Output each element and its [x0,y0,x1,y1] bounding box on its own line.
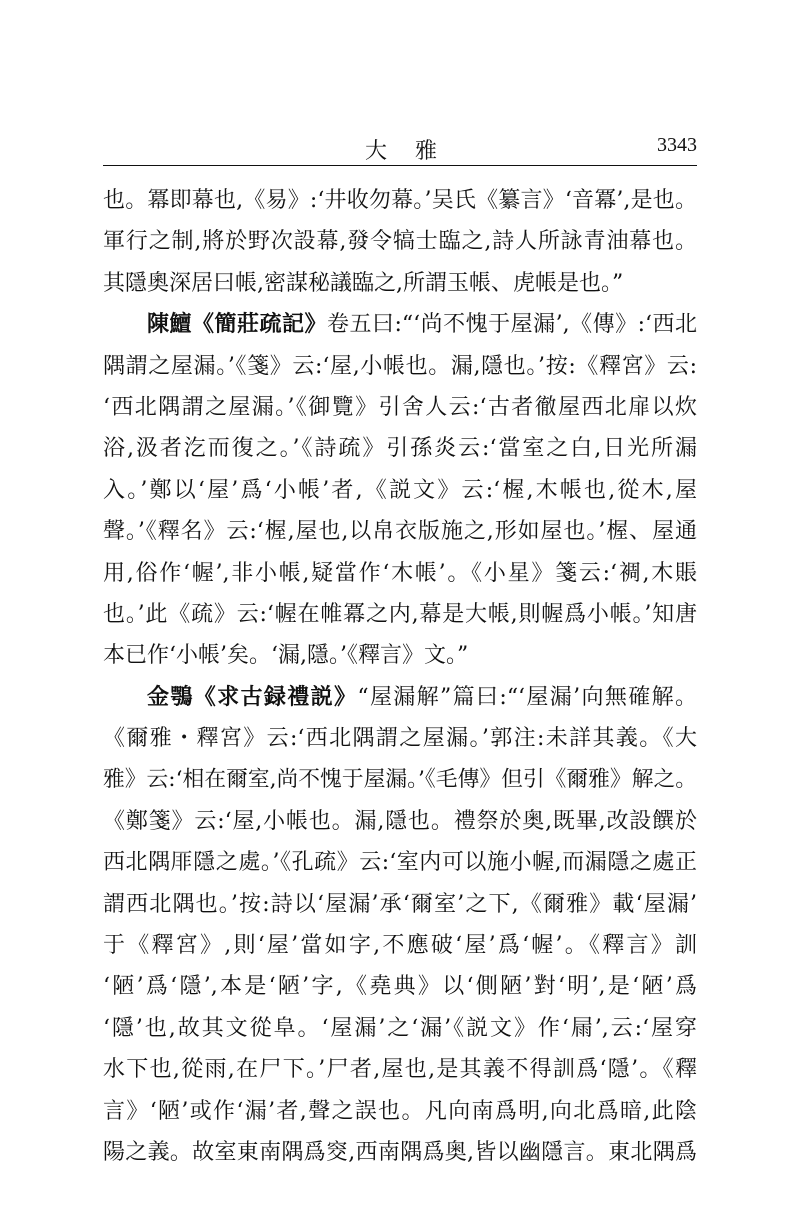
text-line: 聲。’《釋名》云:‘楃,屋也,以帛衣版施之,形如屋也。’楃、屋通 [103,519,697,545]
text-line: 入。’鄭以‘屋’爲‘小帳’者,《説文》云:‘楃,木帳也,從木,屋 [103,477,697,503]
text-line: ‘陋’爲‘隱’,本是‘陋’字,《堯典》以‘側陋’對‘明’,是‘陋’爲 [103,974,697,1000]
text-line: 軍行之制,將於野次設幕,發令犒士臨之,詩人所詠青油幕也。 [103,229,697,255]
text-line: 也。冪即幕也,《易》:‘井收勿幕。’吴氏《纂言》‘音冪’,是也。 [103,188,697,213]
body-text [103,180,697,1173]
citation-source: 金鶚《求古録禮説》 [147,683,358,710]
text-line: 言》‘陋’或作‘漏’者,聲之誤也。凡向南爲明,向北爲暗,此陰 [103,1098,697,1124]
text-line: 謂西北隅也。’按:詩以‘屋漏’承‘爾室’之下,《爾雅》載‘屋漏’ [103,891,697,917]
text-line: 《爾雅・釋宮》云:‘西北隅謂之屋漏。’郭注:未詳其義。《大 [103,726,697,752]
text-line: 水下也,從雨,在尸下。’尸者,屋也,是其義不得訓爲‘隱’。《釋 [103,1057,697,1083]
text-line: ‘隱’也,故其文從阜。‘屋漏’之‘漏’《説文》作‘屚’,云:‘屋穿 [103,1015,697,1041]
text-line: ‘西北隅謂之屋漏。’《御覽》引舍人云:‘古者徹屋西北扉以炊 [103,394,697,420]
text-line: 陽之義。故室東南隅爲窔,西南隅爲奥,皆以幽隱言。東北隅爲 [103,1139,697,1165]
text-line: 西北隅厞隱之處。’《孔疏》云:‘室内可以施小幄,而漏隱之處正 [103,850,697,876]
citation-text: 卷五曰:“‘尚不愧于屋漏’,《傳》:‘西北 [326,312,697,338]
text-line [103,304,697,345]
text-line: 本已作‘小帳’矣。‘漏,隱。’《釋言》文。” [103,643,469,669]
text-line: 也。’此《疏》云:‘幄在帷冪之内,幕是大帳,則幄爲小帳。’知唐 [103,601,697,627]
header-rule [103,165,697,166]
text-line: 其隱奧深居曰帳,密謀秘議臨之,所謂玉帳、虎帳是也。” [103,270,624,296]
page-header [103,130,697,166]
text-line: 用,俗作‘幄’,非小帳,疑當作‘木帳’。《小星》箋云:‘裯,木賬 [103,560,697,586]
paragraph-1 [103,180,697,304]
text-line: 浴,汲者汔而復之。’《詩疏》引孫炎云:‘當室之白,日光所漏 [103,436,697,462]
text-line: 隅謂之屋漏。’《箋》云:‘屋,小帳也。漏,隱也。’按:《釋宮》云: [103,353,697,379]
page-number: 3343 [657,134,697,156]
citation-source: 陳鱣《簡莊疏記》 [147,311,327,338]
text-line: 雅》云:‘相在爾室,尚不愧于屋漏。’《毛傳》但引《爾雅》解之。 [103,767,697,793]
text-line: 于《釋宮》,則‘屋’當如字,不應破‘屋’爲‘幄’。《釋言》訓 [103,933,697,959]
paragraph-2 [103,304,697,677]
text-line [103,677,697,718]
paragraph-3 [103,677,697,1174]
citation-text: “屋漏解”篇曰:“‘屋漏’向無確解。 [357,684,697,710]
section-title: 大雅 [365,139,466,164]
text-line: 《鄭箋》云:‘屋,小帳也。漏,隱也。禮祭於奥,既畢,改設饌於 [103,808,697,834]
